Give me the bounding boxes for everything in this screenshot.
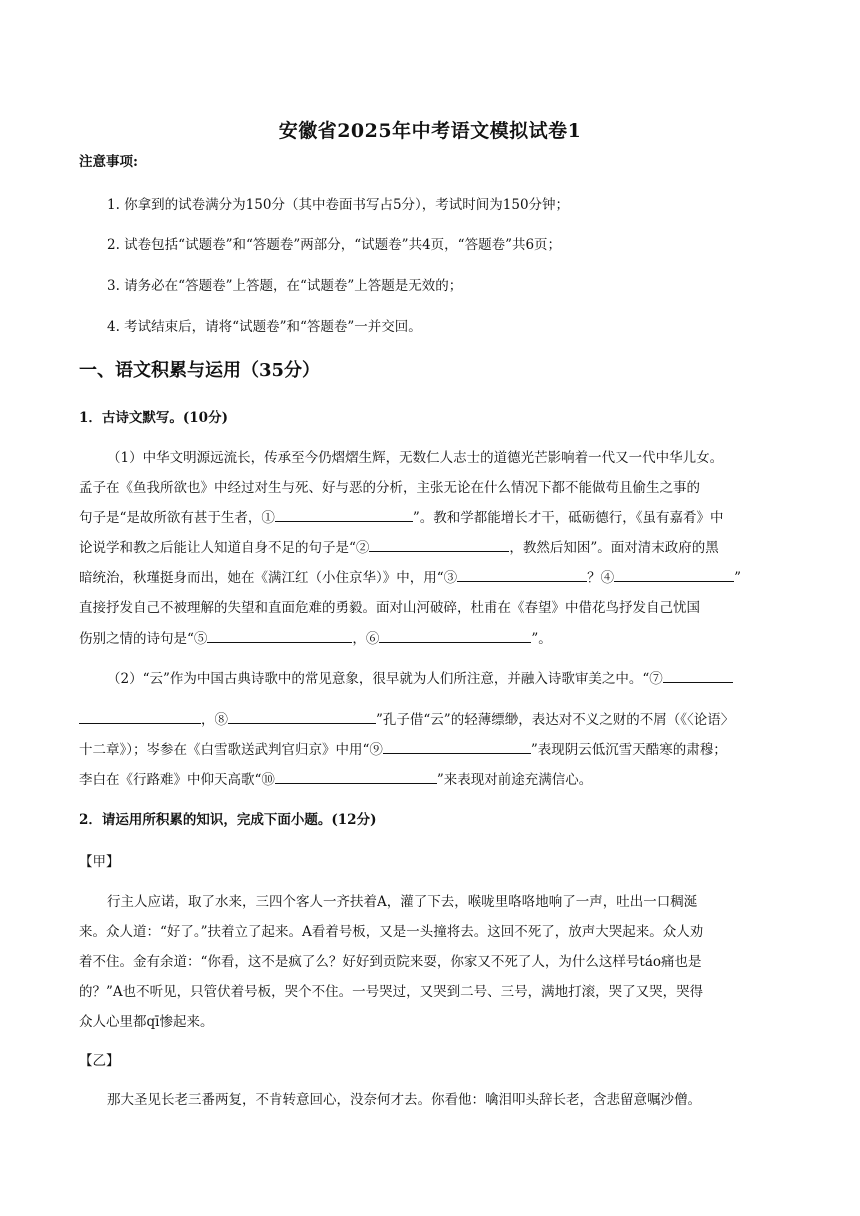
text-line: 暗统治，秋瑾挺身而出，她在《满江红（小住京华）》中，用“③ ？④ ” — [79, 566, 785, 586]
section-heading: 一、语文积累与运用（35分） — [79, 360, 321, 381]
answer-blank-5 — [207, 628, 352, 643]
text-line: 孟子在《鱼我所欲也》中经过对生与死、好与恶的分析，主张无论在什么情况下都不能做苟且偷生之事的 — [79, 480, 700, 496]
answer-blank-2 — [369, 537, 509, 552]
answer-blank-1 — [275, 507, 413, 522]
answer-blank-4 — [614, 567, 734, 582]
text-line: （1）中华文明源远流长，传承至今仍熠熠生辉，无数仁人志士的道德光芒影响着一代又一代中华儿女。 — [107, 450, 724, 466]
notice-heading: 注意事项: — [79, 154, 138, 170]
answer-blank-9 — [383, 739, 531, 754]
text-line: （2）“云”作为中国古典诗歌中的常见意象，很早就为人们所注意，并融入诗歌审美之中。“⑦ — [107, 667, 785, 687]
question-1-heading: 1．古诗文默写。(10分) — [79, 410, 228, 426]
answer-blank-7-cont — [79, 709, 201, 724]
text-line: 句子是“是故所欲有甚于生者，① ”。教和学都能增长才干，砥砺德行，《虽有嘉肴》中 — [79, 506, 785, 526]
answer-blank-7 — [663, 668, 733, 683]
answer-blank-10 — [275, 769, 437, 784]
passage-line: 行主人应诺，取了水来，三四个客人一齐扶着A，灌了下去，喉咙里咯咯地响了一声，吐出一口稠涎 — [107, 894, 698, 910]
question-2-heading: 2．请运用所积累的知识，完成下面小题。(12分) — [79, 812, 377, 828]
passage-line: 来。众人道：“好了。”扶着立了起来。A看着号板，又是一头撞将去。这回不死了，放声大哭起来。众人劝 — [79, 924, 704, 940]
passage-line: 的？”A也不听见，只管伏着号板，哭个不住。一号哭过，又哭到二号、三号，满地打滚，哭了又哭，哭得 — [79, 984, 704, 1000]
passage-tag-yi: 【乙】 — [79, 1053, 120, 1069]
text-line: 十二章》）；岑参在《白雪歌送武判官归京》中用“⑨ ”表现阴云低沉雪天酷寒的肃穆； — [79, 738, 785, 758]
passage-line: 众人心里都qī惨起来。 — [79, 1014, 214, 1030]
page-title: 安徽省2025年中考语文模拟试卷1 — [278, 120, 582, 142]
notice-item: 1. 你拿到的试卷满分为150分（其中卷面书写占5分），考试时间为150分钟； — [107, 197, 570, 213]
text-line: 伤别之情的诗句是“⑤ ，⑥ ”。 — [79, 627, 785, 647]
passage-line: 那大圣见长老三番两复，不肯转意回心，没奈何才去。你看他：噙泪叩头辞长老，含悲留意嘱沙僧。 — [107, 1092, 701, 1108]
answer-blank-3 — [457, 567, 587, 582]
passage-line: 着不住。金有余道：“你看，这不是疯了么？好好到贡院来耍，你家又不死了人，为什么这样号táo痛也是 — [79, 954, 702, 970]
passage-tag-jia: 【甲】 — [79, 854, 120, 870]
text-line: 直接抒发自己不被理解的失望和直面危难的勇毅。面对山河破碎，杜甫在《春望》中借花鸟抒发自己忧国 — [79, 600, 700, 616]
notice-item: 4. 考试结束后，请将“试题卷”和“答题卷”一并交回。 — [107, 319, 422, 335]
text-line: ，⑧ ”孔子借“云”的轻薄缥缈，表达对不义之财的不屑（《〈论语〉 — [79, 708, 785, 728]
answer-blank-6 — [379, 628, 531, 643]
answer-blank-8 — [228, 709, 376, 724]
text-line: 李白在《行路难》中仰天高歌“⑩ ”来表现对前途充满信心。 — [79, 768, 785, 788]
notice-item: 3. 请务必在“答题卷”上答题，在“试题卷”上答题是无效的； — [107, 278, 463, 294]
notice-item: 2. 试卷包括“试题卷”和“答题卷”两部分，“试题卷”共4页，“答题卷”共6页； — [107, 237, 562, 253]
text-line: 论说学和教之后能让人知道自身不足的句子是“② ，教然后知困”。面对清末政府的黑 — [79, 536, 785, 556]
